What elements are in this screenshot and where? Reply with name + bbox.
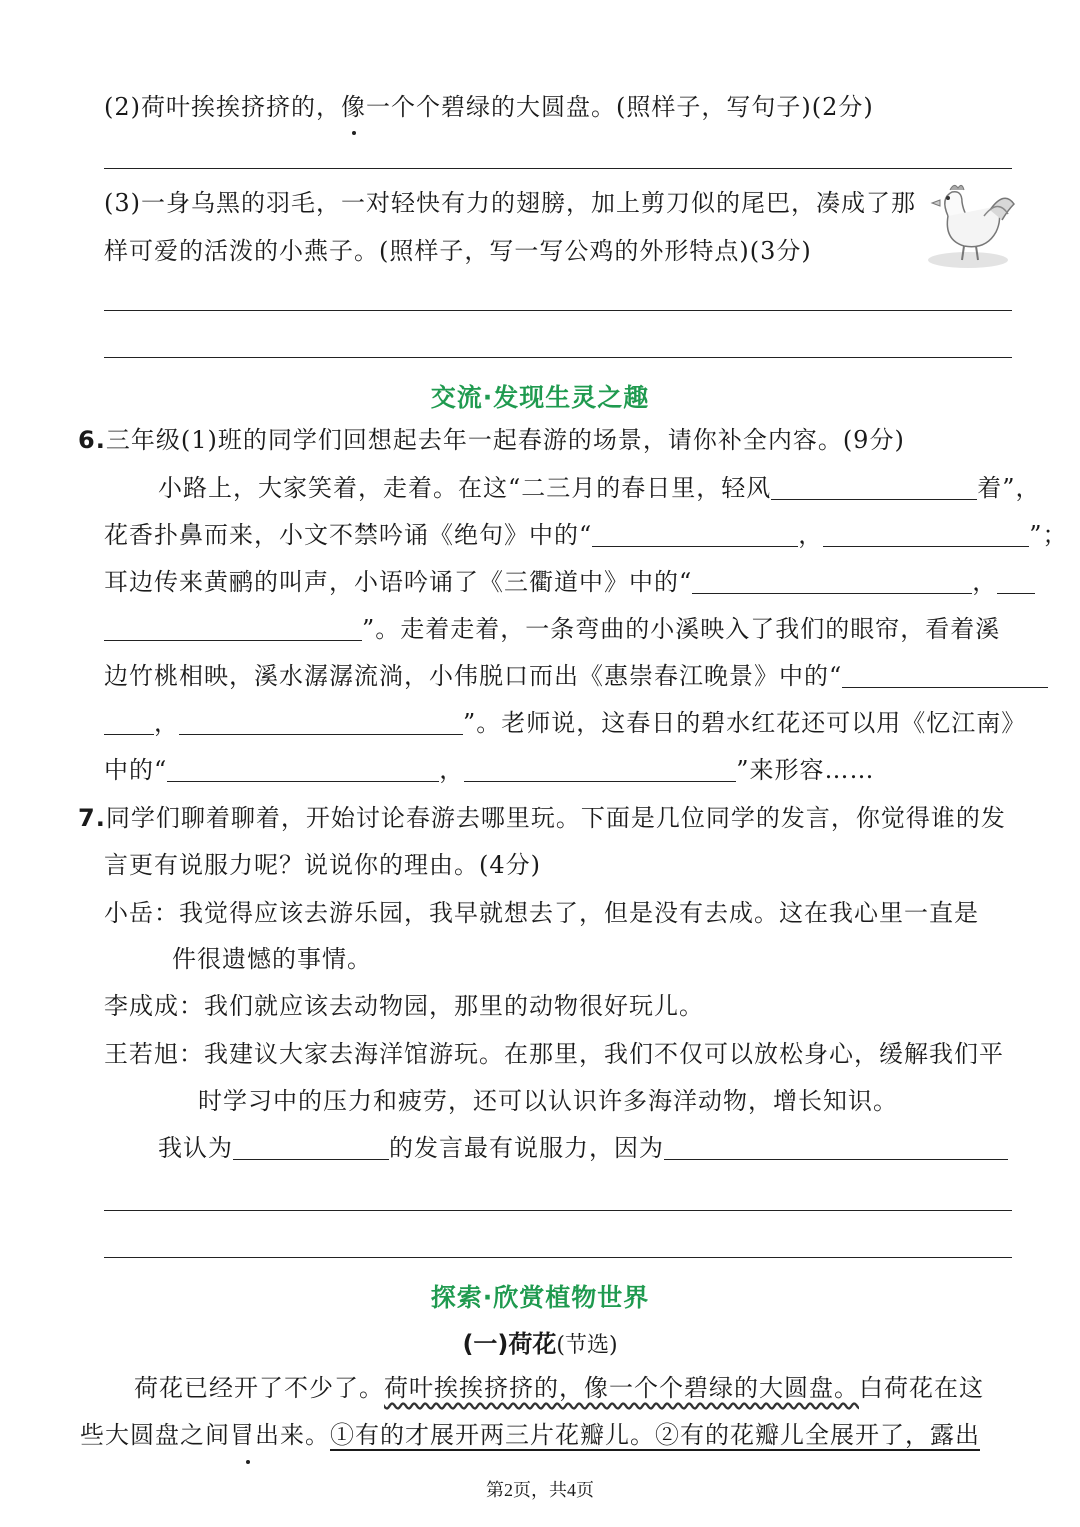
reading-underlined-text: ①有的才展开两三片花瓣儿。②有的花瓣儿全展开了，露出 [330, 1421, 980, 1449]
q6-text: 边竹桃相映，溪水潺潺流淌，小伟脱口而出《惠崇春江晚景》中的“ [104, 662, 843, 690]
q7-speaker3-line1: 王若旭：我建议大家去海洋馆游玩。在那里，我们不仅可以放松身心，缓解我们平 [104, 1040, 1004, 1068]
q6-line4 [104, 614, 1000, 644]
q7-prompt-line2: 言更有说服力呢？说说你的理由。(4分) [104, 851, 541, 879]
q5-item3-line1: (3)一身乌黑的羽毛，一对轻快有力的翅膀，加上剪刀似的尾巴，凑成了那 [104, 189, 916, 217]
answer-line[interactable] [104, 1257, 1012, 1258]
q7-speaker1-line2: 件很遗憾的事情。 [172, 945, 372, 973]
reading-line1 [134, 1373, 984, 1403]
q7-prompt-line1 [78, 803, 1006, 833]
fill-blank[interactable] [823, 522, 1029, 547]
q6-line1 [158, 473, 1041, 503]
q6-text: ， [439, 756, 465, 784]
q5-item2: (2)荷叶挨挨挤挤的，像一个个碧绿的大圆盘。(照样子，写句子)(2分) [104, 93, 874, 121]
reading-line2 [80, 1420, 980, 1450]
reading-title: (一)荷花 [462, 1330, 557, 1358]
reading-title-note: (节选) [556, 1333, 618, 1358]
q6-text: ， [798, 521, 824, 549]
fill-blank[interactable] [179, 710, 463, 735]
fill-blank[interactable] [464, 757, 736, 782]
q6-text: ”； [1029, 521, 1068, 549]
q6-text: 耳边传来黄鹂的叫声，小语吟诵了《三衢道中》中的“ [104, 568, 693, 596]
q6-text: 小路上，大家笑着，走着。在这“二三月的春日里，轻风 [158, 474, 772, 502]
fill-blank[interactable] [771, 475, 977, 500]
reading-subtitle [0, 1324, 1080, 1359]
answer-line[interactable] [104, 168, 1012, 169]
q6-prompt-text: 三年级(1)班的同学们回想起去年一起春游的场景，请你补全内容。(9分) [105, 426, 905, 454]
fill-blank[interactable] [104, 616, 362, 641]
q6-line7 [104, 755, 875, 785]
fill-blank[interactable] [104, 710, 154, 735]
q7-text: 的发言最有说服力，因为 [389, 1134, 664, 1162]
fill-blank[interactable] [997, 569, 1035, 594]
page-footer: 第2页，共4页 [486, 1480, 594, 1500]
reading-text: 白荷花在这 [859, 1374, 984, 1402]
q7-text: 我认为 [158, 1134, 233, 1162]
q6-text: 着”， [977, 474, 1041, 502]
section-title-communication: 交流·发现生灵之趣 [430, 383, 650, 412]
q6-text: 花香扑鼻而来，小文不禁吟诵《绝句》中的“ [104, 521, 593, 549]
fill-blank[interactable] [692, 569, 972, 594]
q6-line2 [104, 520, 1068, 550]
reading-text: 荷花已经开了不少了。 [134, 1374, 384, 1402]
fill-blank[interactable] [592, 522, 798, 547]
answer-line[interactable] [104, 1210, 1012, 1211]
fill-blank[interactable] [842, 663, 1048, 688]
q7-prompt-text: 同学们聊着聊着，开始讨论春游去哪里玩。下面是几位同学的发言，你觉得谁的发 [105, 804, 1006, 832]
q6-text: ”来形容…… [736, 756, 875, 784]
emphasis-dot [246, 1460, 250, 1464]
emphasis-dot [352, 131, 356, 135]
section-title-exploration: 探索·欣赏植物世界 [430, 1283, 650, 1312]
q6-text: ”。走着走着，一条弯曲的小溪映入了我们的眼帘，看着溪 [362, 615, 1001, 643]
q6-line6 [104, 708, 1026, 738]
q6-prompt [78, 425, 905, 455]
fill-blank[interactable] [233, 1135, 389, 1160]
answer-line[interactable] [104, 357, 1012, 358]
q6-text: ”。老师说，这春日的碧水红花还可以用《忆江南》 [463, 709, 1027, 737]
q6-line5 [104, 661, 1048, 691]
reading-wavy-underlined-text: 荷叶挨挨挤挤的，像一个个碧绿的大圆盘。 [384, 1374, 859, 1402]
question-number: 6. [78, 426, 106, 454]
question-number: 7. [78, 804, 106, 832]
q6-text: ， [972, 568, 998, 596]
fill-blank[interactable] [664, 1135, 1008, 1160]
q5-item3-line2: 样可爱的活泼的小燕子。(照样子，写一写公鸡的外形特点)(3分) [104, 237, 812, 265]
fill-blank[interactable] [167, 757, 439, 782]
q6-line3 [104, 567, 1035, 597]
q6-text: 中的“ [104, 756, 168, 784]
q7-answer-line [158, 1133, 1008, 1163]
q7-speaker3-line2: 时学习中的压力和疲劳，还可以认识许多海洋动物，增长知识。 [198, 1087, 898, 1115]
q7-speaker2-line1: 李成成：我们就应该去动物园，那里的动物很好玩儿。 [104, 992, 704, 1020]
answer-line[interactable] [104, 310, 1012, 311]
q7-speaker1-line1: 小岳：我觉得应该去游乐园，我早就想去了，但是没有去成。这在我心里一直是 [104, 899, 979, 927]
reading-text: 些大圆盘之间冒出来。 [80, 1421, 330, 1449]
q6-text: ， [154, 709, 179, 737]
rooster-illustration [918, 176, 1018, 272]
